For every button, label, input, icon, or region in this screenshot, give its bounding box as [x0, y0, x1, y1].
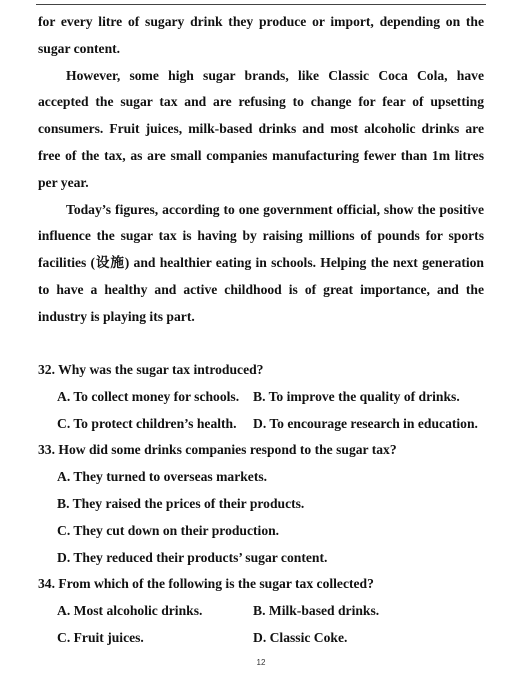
options-row [38, 411, 484, 438]
option-b: B. They raised the prices of their products. [57, 496, 305, 512]
passage-paragraph-2: However, some high sugar brands, like Classic Coca Cola, have accepted the sugar tax and are refusing to change for fear of upsetting consumers. Fruit juices, milk-based drinks and most alcoholic drinks are free of the tax, as are small companies manufacturing fewer than 1m litres per year. [38, 67, 484, 190]
question-stem: 32. Why was the sugar tax introduced? [38, 362, 264, 378]
option-a: A. They turned to overseas markets. [57, 469, 268, 485]
options-row [38, 384, 484, 411]
passage-paragraph-1: for every litre of sugary drink they produce or import, depending on the sugar content. [38, 14, 484, 56]
section-gap [38, 331, 484, 358]
question-34 [38, 571, 484, 651]
options-row [38, 598, 484, 625]
option-d: D. Classic Coke. [253, 630, 348, 646]
header-rule [36, 4, 486, 5]
options-row [38, 625, 484, 652]
page-number: 12 [256, 658, 266, 667]
option-c: C. Fruit juices. [57, 630, 144, 646]
passage-paragraph-3: Today’s figures, according to one government official, show the positive influence the sugar tax is having by raising millions of pounds for sports facilities (设施) and healthier eating in schools. Helping the next generation to have a healthy and active childhood is of great importance, and the industry is playing its part. [38, 201, 484, 324]
question-stem: 34. From which of the following is the sugar tax collected? [38, 576, 374, 592]
option-c: C. They cut down on their production. [57, 522, 280, 538]
option-b: B. To improve the quality of drinks. [253, 388, 460, 404]
option-d: D. To encourage research in education. [253, 415, 478, 431]
option-a: A. To collect money for schools. [57, 388, 240, 404]
question-stem: 33. How did some drinks companies respond to the sugar tax? [38, 442, 397, 458]
option-c: C. To protect children’s health. [57, 415, 237, 431]
option-a: A. Most alcoholic drinks. [57, 603, 203, 619]
question-33 [38, 437, 484, 571]
question-32 [38, 357, 484, 437]
page-content [38, 9, 484, 652]
option-d: D. They reduced their products’ sugar content. [57, 549, 328, 565]
option-b: B. Milk-based drinks. [253, 603, 380, 619]
